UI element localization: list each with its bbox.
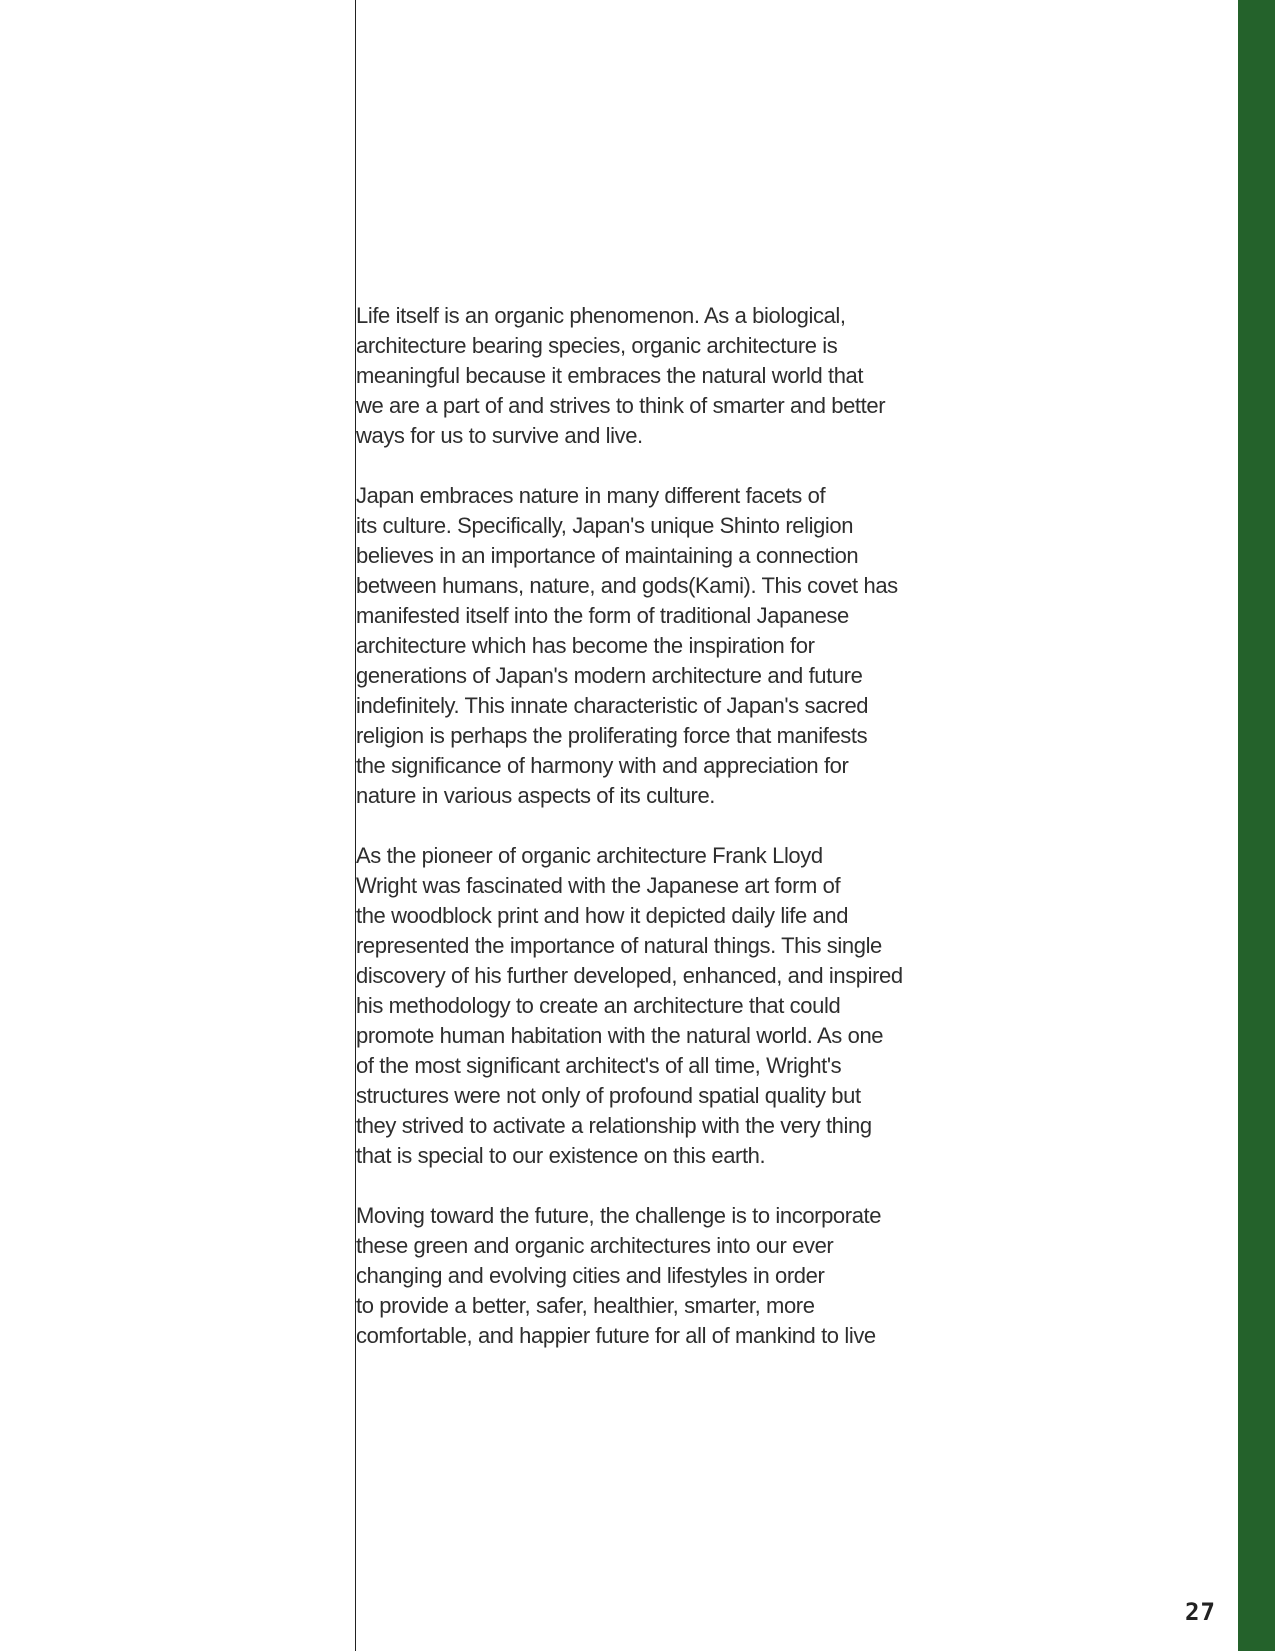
text-line: they strived to activate a relationship with the very thing [356,1113,872,1138]
text-line: of the most significant architect's of all time, Wright's [356,1053,842,1078]
text-line: represented the importance of natural things. This single [356,933,882,958]
body-text [356,301,916,1381]
text-line: generations of Japan's modern architecture and future [356,663,863,688]
paragraph [356,481,916,811]
text-line: his methodology to create an architecture that could [356,993,841,1018]
page-number: 27 [1185,1598,1216,1626]
text-line: its culture. Specifically, Japan's unique Shinto religion [356,513,854,538]
text-line: the woodblock print and how it depicted daily life and [356,903,849,928]
text-line: meaningful because it embraces the natural world that [356,363,864,388]
text-line: manifested itself into the form of traditional Japanese [356,603,849,628]
text-line: the significance of harmony with and appreciation for [356,753,849,778]
text-line: religion is perhaps the proliferating force that manifests [356,723,868,748]
text-line: indefinitely. This innate characteristic of Japan's sacred [356,693,869,718]
text-line: discovery of his further developed, enhanced, and inspired [356,963,903,988]
paragraph [356,1201,916,1351]
text-line: between humans, nature, and gods(Kami). This covet has [356,573,898,598]
text-line: promote human habitation with the natural world. As one [356,1023,884,1048]
text-line: Life itself is an organic phenomenon. As a biological, [356,303,846,328]
text-line: structures were not only of profound spatial quality but [356,1083,861,1108]
text-line: ways for us to survive and live. [356,423,643,448]
text-line: Wright was fascinated with the Japanese art form of [356,873,841,898]
text-line: believes in an importance of maintaining a connection [356,543,859,568]
text-line: Moving toward the future, the challenge is to incorporate [356,1203,882,1228]
text-line: to provide a better, safer, healthier, smarter, more [356,1293,815,1318]
text-line: that is special to our existence on this earth. [356,1143,766,1168]
text-line: nature in various aspects of its culture. [356,783,716,808]
text-line: comfortable, and happier future for all of mankind to live [356,1323,876,1348]
accent-side-bar [1238,0,1275,1651]
text-line: Japan embraces nature in many different facets of [356,483,826,508]
paragraph [356,301,916,451]
text-line: these green and organic architectures into our ever [356,1233,834,1258]
text-line: changing and evolving cities and lifestyles in order [356,1263,825,1288]
text-line: architecture which has become the inspiration for [356,633,815,658]
paragraph [356,841,916,1171]
text-line: we are a part of and strives to think of smarter and better [356,393,886,418]
text-line: As the pioneer of organic architecture Frank Lloyd [356,843,823,868]
text-line: architecture bearing species, organic architecture is [356,333,838,358]
